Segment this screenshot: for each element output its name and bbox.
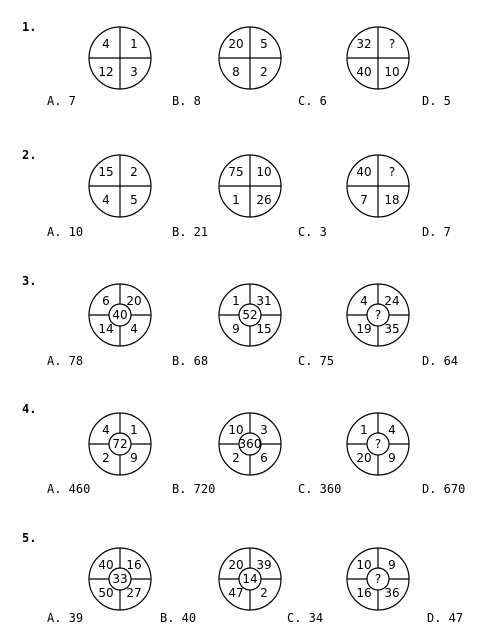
quadrant-number-br: 4 [130, 322, 138, 336]
quadrant-number-br: 5 [130, 193, 138, 207]
number-circle [219, 548, 281, 610]
answer-option: B. 21 [172, 225, 209, 239]
quadrant-number-br: 15 [256, 322, 272, 336]
quadrant-number-tl: 10 [228, 423, 244, 437]
center-number: ? [374, 572, 382, 586]
quadrant-number-br: 3 [130, 65, 138, 79]
quadrant-number-tr: 20 [126, 294, 142, 308]
quadrant-number-tr: ? [388, 165, 396, 179]
center-number: 72 [112, 437, 128, 451]
quadrant-number-tr: 5 [260, 37, 268, 51]
quadrant-number-tl: 40 [356, 165, 372, 179]
question-number: 1. [22, 20, 37, 34]
quadrant-number-tl: 20 [228, 37, 244, 51]
quadrant-number-br: 2 [260, 586, 268, 600]
quadrant-number-tr: 4 [388, 423, 396, 437]
number-circle [219, 284, 281, 346]
quadrant-number-br: 27 [126, 586, 142, 600]
center-number: ? [374, 308, 382, 322]
quadrant-number-bl: 20 [356, 451, 372, 465]
center-number: ? [374, 437, 382, 451]
quadrant-number-bl: 50 [98, 586, 114, 600]
number-circle [219, 27, 281, 89]
number-circle [219, 413, 281, 475]
center-number: 40 [112, 308, 128, 322]
question-number: 3. [22, 274, 37, 288]
answer-option: D. 670 [422, 482, 466, 496]
quadrant-number-tr: 16 [126, 558, 142, 572]
quadrant-number-bl: 14 [98, 322, 114, 336]
quadrant-number-bl: 40 [356, 65, 372, 79]
answer-option: D. 47 [427, 611, 464, 625]
center-number: 360 [238, 437, 262, 451]
quadrant-number-bl: 16 [356, 586, 372, 600]
quadrant-number-bl: 47 [228, 586, 244, 600]
quadrant-number-bl: 7 [360, 193, 368, 207]
number-circle [347, 155, 409, 217]
quadrant-number-tr: 1 [130, 423, 138, 437]
number-circle [347, 548, 409, 610]
number-circle [89, 413, 151, 475]
answer-option: B. 40 [160, 611, 197, 625]
answer-option: A. 460 [47, 482, 91, 496]
answer-option: C. 34 [287, 611, 324, 625]
answer-option: D. 5 [422, 94, 451, 108]
answer-option: B. 720 [172, 482, 216, 496]
answer-option: C. 75 [298, 354, 335, 368]
number-circle [89, 284, 151, 346]
quadrant-number-bl: 9 [232, 322, 240, 336]
number-circle [347, 27, 409, 89]
quadrant-number-tl: 1 [360, 423, 368, 437]
question-number: 4. [22, 402, 37, 416]
quadrant-number-tl: 40 [98, 558, 114, 572]
quadrant-number-bl: 19 [356, 322, 372, 336]
quadrant-number-tr: 31 [256, 294, 272, 308]
answer-option: B. 68 [172, 354, 209, 368]
quadrant-number-tl: 4 [102, 37, 110, 51]
quadrant-number-tl: 1 [232, 294, 240, 308]
center-number: 33 [112, 572, 128, 586]
quadrant-number-tr: 1 [130, 37, 138, 51]
quadrant-number-tr: 39 [256, 558, 272, 572]
question-number: 2. [22, 148, 37, 162]
center-number: 52 [242, 308, 258, 322]
answer-option: B. 8 [172, 94, 201, 108]
quadrant-number-tr: 3 [260, 423, 268, 437]
quadrant-number-tl: 15 [98, 165, 114, 179]
center-number: 14 [242, 572, 258, 586]
quadrant-number-tr: ? [388, 37, 396, 51]
quadrant-number-bl: 2 [102, 451, 110, 465]
quadrant-number-br: 9 [388, 451, 396, 465]
answer-option: A. 39 [47, 611, 84, 625]
answer-option: C. 360 [298, 482, 342, 496]
number-circle [89, 27, 151, 89]
quadrant-number-tl: 4 [360, 294, 368, 308]
quadrant-number-tl: 20 [228, 558, 244, 572]
quadrant-number-br: 9 [130, 451, 138, 465]
quadrant-number-tl: 75 [228, 165, 244, 179]
quadrant-number-br: 6 [260, 451, 268, 465]
quadrant-number-br: 10 [384, 65, 400, 79]
quadrant-number-br: 2 [260, 65, 268, 79]
answer-option: D. 64 [422, 354, 459, 368]
quadrant-number-tr: 10 [256, 165, 272, 179]
question-number: 5. [22, 531, 37, 545]
quadrant-number-tl: 10 [356, 558, 372, 572]
number-circle [347, 413, 409, 475]
answer-option: A. 7 [47, 94, 76, 108]
quadrant-number-bl: 2 [232, 451, 240, 465]
answer-option: A. 78 [47, 354, 84, 368]
quadrant-number-br: 35 [384, 322, 400, 336]
quadrant-number-tr: 2 [130, 165, 138, 179]
answer-option: C. 3 [298, 225, 327, 239]
quadrant-number-bl: 4 [102, 193, 110, 207]
quadrant-number-br: 26 [256, 193, 272, 207]
quadrant-number-tl: 6 [102, 294, 110, 308]
quadrant-number-br: 36 [384, 586, 400, 600]
quadrant-number-bl: 8 [232, 65, 240, 79]
quadrant-number-tr: 24 [384, 294, 400, 308]
number-circle [89, 548, 151, 610]
answer-option: D. 7 [422, 225, 451, 239]
number-circle [219, 155, 281, 217]
quadrant-number-br: 18 [384, 193, 400, 207]
quadrant-number-bl: 1 [232, 193, 240, 207]
quadrant-number-tl: 32 [356, 37, 372, 51]
answer-option: A. 10 [47, 225, 84, 239]
quadrant-number-tl: 4 [102, 423, 110, 437]
quadrant-number-bl: 12 [98, 65, 114, 79]
number-circle [89, 155, 151, 217]
answer-option: C. 6 [298, 94, 327, 108]
quadrant-number-tr: 9 [388, 558, 396, 572]
number-circle [347, 284, 409, 346]
